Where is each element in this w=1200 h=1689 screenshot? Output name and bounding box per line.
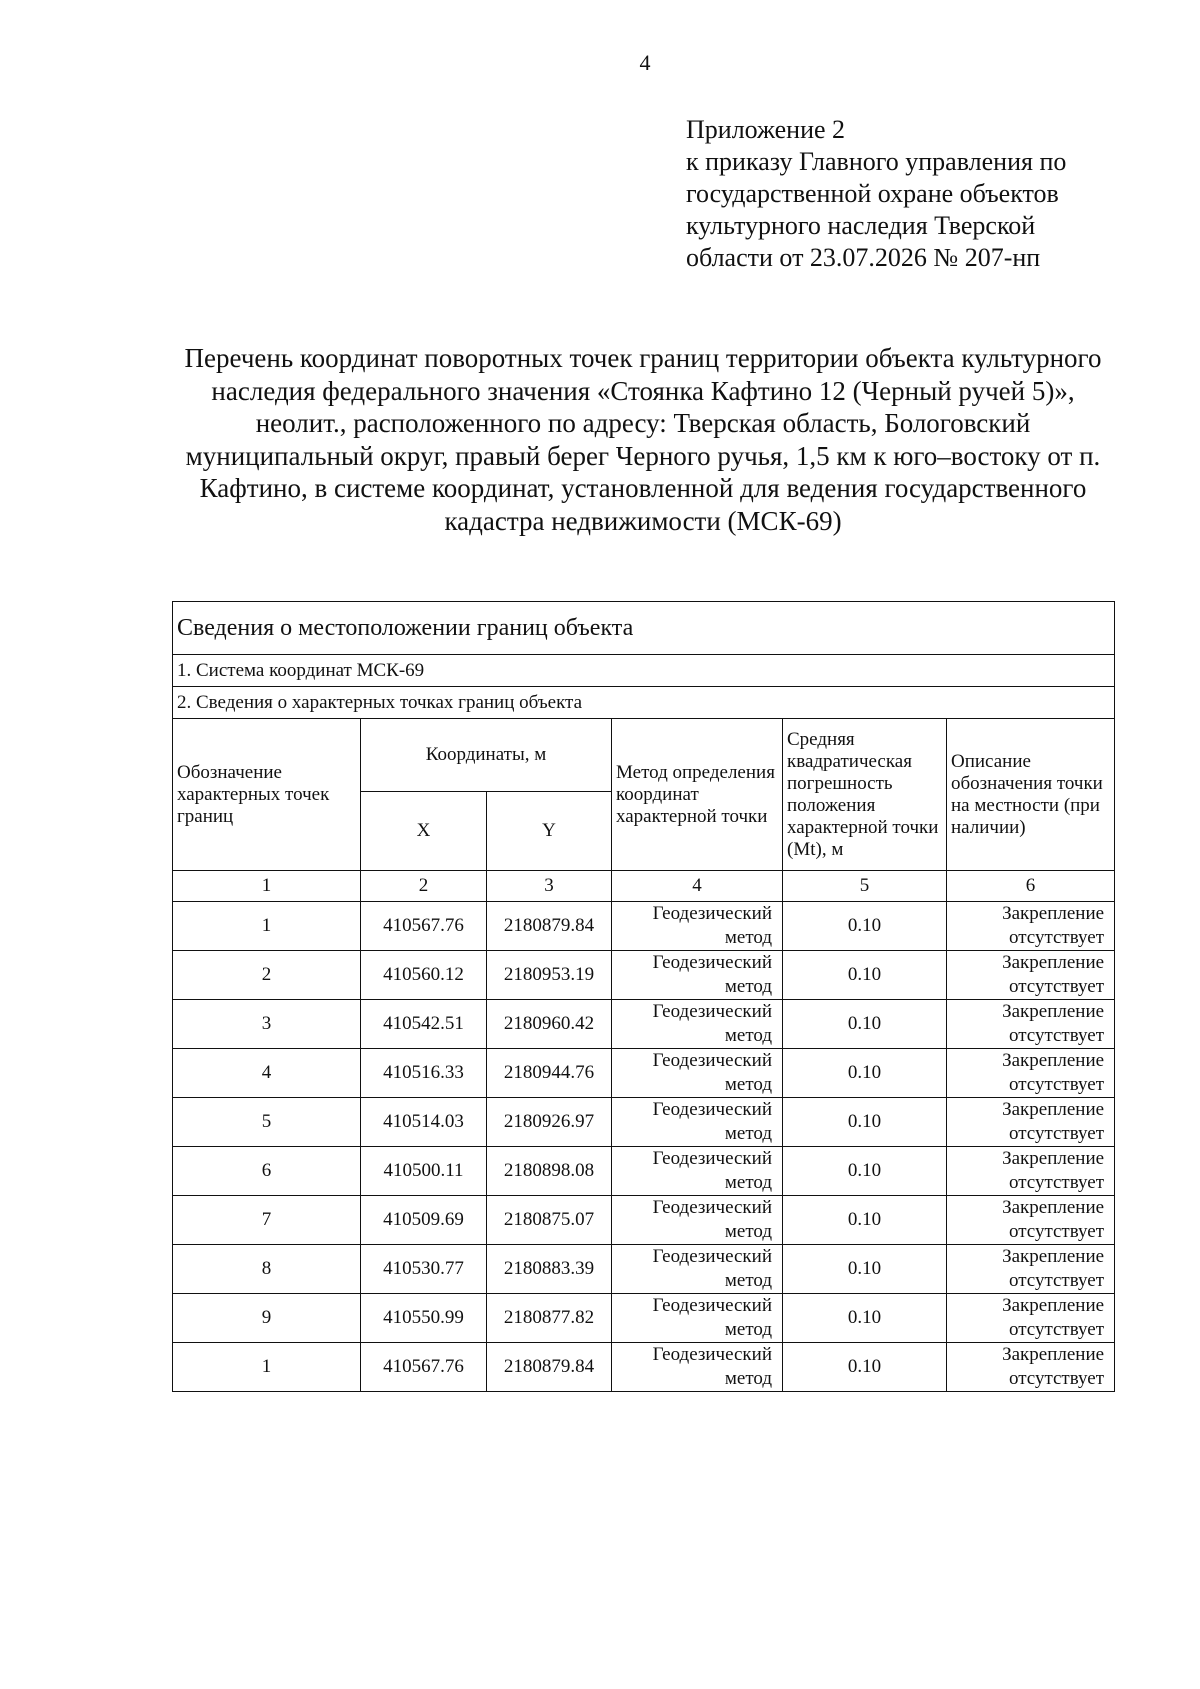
cell-description: Закрепление отсутствует bbox=[947, 1049, 1115, 1098]
header-method: Метод определения координат характерной точки bbox=[612, 719, 783, 871]
table-row bbox=[173, 1245, 1115, 1294]
cell-method: Геодезический метод bbox=[612, 1343, 783, 1392]
cell-method: Геодезический метод bbox=[612, 1098, 783, 1147]
appendix-lines bbox=[686, 146, 1116, 274]
column-number: 1 bbox=[173, 871, 361, 902]
cell-x: 410550.99 bbox=[361, 1294, 487, 1343]
cell-error: 0.10 bbox=[783, 1147, 947, 1196]
appendix-block bbox=[686, 114, 1116, 274]
cell-point: 1 bbox=[173, 1343, 361, 1392]
appendix-line: к приказу Главного управления по bbox=[686, 147, 1067, 176]
cell-method: Геодезический метод bbox=[612, 1294, 783, 1343]
appendix-line: государственной охране объектов bbox=[686, 179, 1059, 208]
cell-error: 0.10 bbox=[783, 1196, 947, 1245]
header-y: Y bbox=[487, 792, 612, 871]
cell-description: Закрепление отсутствует bbox=[947, 1098, 1115, 1147]
cell-method: Геодезический метод bbox=[612, 902, 783, 951]
cell-method: Геодезический метод bbox=[612, 1196, 783, 1245]
cell-x: 410514.03 bbox=[361, 1098, 487, 1147]
cell-error: 0.10 bbox=[783, 902, 947, 951]
cell-point: 4 bbox=[173, 1049, 361, 1098]
cell-description: Закрепление отсутствует bbox=[947, 1000, 1115, 1049]
cell-y: 2180960.42 bbox=[487, 1000, 612, 1049]
cell-y: 2180879.84 bbox=[487, 902, 612, 951]
cell-point: 7 bbox=[173, 1196, 361, 1245]
cell-error: 0.10 bbox=[783, 1049, 947, 1098]
cell-point: 9 bbox=[173, 1294, 361, 1343]
cell-point: 5 bbox=[173, 1098, 361, 1147]
cell-description: Закрепление отсутствует bbox=[947, 1343, 1115, 1392]
table-row bbox=[173, 1196, 1115, 1245]
document-title: Перечень координат поворотных точек границ территории объекта культурного наследия федерального значения «Стоянка Кафтино 12 (Черный ручей 5)», неолит., расположенного по адресу: Тверская область, Бологовский муниципальный округ, правый берег Черного ручья, 1,5 км к юго–востоку от п. Кафтино, в системе координат, установленной для ведения государственного кадастра недвижимости (МСК-69) bbox=[184, 343, 1102, 536]
cell-x: 410567.76 bbox=[361, 1343, 487, 1392]
cell-y: 2180953.19 bbox=[487, 951, 612, 1000]
cell-point: 6 bbox=[173, 1147, 361, 1196]
cell-y: 2180944.76 bbox=[487, 1049, 612, 1098]
table-row bbox=[173, 1000, 1115, 1049]
cell-x: 410542.51 bbox=[361, 1000, 487, 1049]
cell-error: 0.10 bbox=[783, 1343, 947, 1392]
cell-method: Геодезический метод bbox=[612, 951, 783, 1000]
points-section-title: 2. Сведения о характерных точках границ объекта bbox=[173, 687, 1115, 719]
cell-x: 410516.33 bbox=[361, 1049, 487, 1098]
cell-description: Закрепление отсутствует bbox=[947, 902, 1115, 951]
coordinates-table bbox=[172, 601, 1115, 1392]
column-number: 4 bbox=[612, 871, 783, 902]
cell-error: 0.10 bbox=[783, 951, 947, 1000]
header-x: X bbox=[361, 792, 487, 871]
header-description: Описание обозначения точки на местности (при наличии) bbox=[947, 719, 1115, 871]
cell-y: 2180875.07 bbox=[487, 1196, 612, 1245]
cell-y: 2180877.82 bbox=[487, 1294, 612, 1343]
cell-description: Закрепление отсутствует bbox=[947, 1196, 1115, 1245]
cell-x: 410560.12 bbox=[361, 951, 487, 1000]
appendix-title: Приложение 2 bbox=[686, 115, 846, 144]
cell-error: 0.10 bbox=[783, 1098, 947, 1147]
cell-method: Геодезический метод bbox=[612, 1147, 783, 1196]
table-info-title: Сведения о местоположении границ объекта bbox=[173, 602, 1115, 655]
coordinate-system: 1. Система координат МСК-69 bbox=[173, 655, 1115, 687]
cell-method: Геодезический метод bbox=[612, 1000, 783, 1049]
cell-point: 2 bbox=[173, 951, 361, 1000]
cell-y: 2180898.08 bbox=[487, 1147, 612, 1196]
cell-description: Закрепление отсутствует bbox=[947, 1147, 1115, 1196]
cell-x: 410567.76 bbox=[361, 902, 487, 951]
cell-point: 3 bbox=[173, 1000, 361, 1049]
appendix-line: области от 23.07.2026 № 207-нп bbox=[686, 243, 1041, 272]
cell-description: Закрепление отсутствует bbox=[947, 951, 1115, 1000]
cell-method: Геодезический метод bbox=[612, 1245, 783, 1294]
appendix-line: культурного наследия Тверской bbox=[686, 211, 1036, 240]
cell-description: Закрепление отсутствует bbox=[947, 1245, 1115, 1294]
table-row bbox=[173, 951, 1115, 1000]
table-row bbox=[173, 1147, 1115, 1196]
cell-description: Закрепление отсутствует bbox=[947, 1294, 1115, 1343]
cell-point: 8 bbox=[173, 1245, 361, 1294]
cell-y: 2180926.97 bbox=[487, 1098, 612, 1147]
cell-error: 0.10 bbox=[783, 1245, 947, 1294]
page-number: 4 bbox=[639, 50, 651, 75]
cell-error: 0.10 bbox=[783, 1294, 947, 1343]
cell-method: Геодезический метод bbox=[612, 1049, 783, 1098]
header-error: Средняя квадратическая погрешность положения характерной точки (Mt), м bbox=[783, 719, 947, 871]
column-number: 6 bbox=[947, 871, 1115, 902]
header-designation: Обозначение характерных точек границ bbox=[173, 719, 361, 871]
cell-error: 0.10 bbox=[783, 1000, 947, 1049]
table-row bbox=[173, 1098, 1115, 1147]
column-number: 3 bbox=[487, 871, 612, 902]
cell-x: 410509.69 bbox=[361, 1196, 487, 1245]
cell-x: 410500.11 bbox=[361, 1147, 487, 1196]
cell-point: 1 bbox=[173, 902, 361, 951]
column-number: 2 bbox=[361, 871, 487, 902]
table-row bbox=[173, 1049, 1115, 1098]
cell-y: 2180879.84 bbox=[487, 1343, 612, 1392]
table-row bbox=[173, 1294, 1115, 1343]
cell-y: 2180883.39 bbox=[487, 1245, 612, 1294]
header-coordinates: Координаты, м bbox=[361, 719, 612, 792]
cell-x: 410530.77 bbox=[361, 1245, 487, 1294]
table-row bbox=[173, 1343, 1115, 1392]
table-row bbox=[173, 902, 1115, 951]
column-number: 5 bbox=[783, 871, 947, 902]
